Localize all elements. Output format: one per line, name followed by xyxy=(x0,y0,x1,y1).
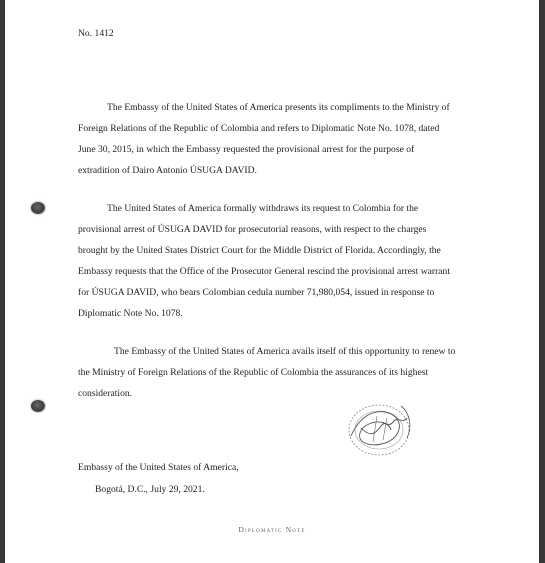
document-page xyxy=(5,0,539,563)
paragraph-2-line-2: provisional arrest of ÚSUGA DAVID for prosecutorial reasons, with respect to the charges xyxy=(78,224,427,235)
diplomatic-note-footer: Diplomatic Note xyxy=(238,525,306,534)
paragraph-2-line-5: for ÚSUGA DAVID, who bears Colombian cedula number 71,980,054, issued in response to xyxy=(78,287,435,298)
punch-hole-bottom xyxy=(31,400,45,412)
scan-right-edge xyxy=(539,0,545,563)
paragraph-1-line-4: extradition of Dairo Antonio ÚSUGA DAVID. xyxy=(78,165,257,176)
paragraph-3-line-1: The Embassy of the United States of America avails itself of this opportunity to renew to xyxy=(114,346,456,357)
closing-sender: Embassy of the United States of America, xyxy=(78,462,239,473)
punch-hole-top xyxy=(31,202,45,214)
paragraph-3-line-3: consideration. xyxy=(78,388,133,399)
paragraph-3-line-2: the Ministry of Foreign Relations of the Republic of Colombia the assurances of its highest xyxy=(78,367,429,378)
note-number: No. 1412 xyxy=(78,28,114,39)
paragraph-1-line-2: Foreign Relations of the Republic of Colombia and refers to Diplomatic Note No. 1078, dated xyxy=(78,123,440,134)
closing-place-date: Bogotá, D.C., July 29, 2021. xyxy=(95,484,205,495)
paragraph-2-line-6: Diplomatic Note No. 1078. xyxy=(78,308,183,319)
paragraph-2-line-1: The United States of America formally withdraws its request to Colombia for the xyxy=(107,203,419,214)
paragraph-1-line-3: June 30, 2015, in which the Embassy requested the provisional arrest for the purpose of xyxy=(78,144,415,155)
paragraph-2-line-3: brought by the United States District Court for the Middle District of Florida. Accordingly, the xyxy=(78,245,441,256)
paragraph-1-line-1: The Embassy of the United States of America presents its compliments to the Ministry of xyxy=(107,102,450,113)
embassy-seal-stamp xyxy=(337,398,423,462)
paragraph-2-line-4: Embassy requests that the Office of the Prosecutor General rescind the provisional arrest warrant xyxy=(78,266,450,277)
